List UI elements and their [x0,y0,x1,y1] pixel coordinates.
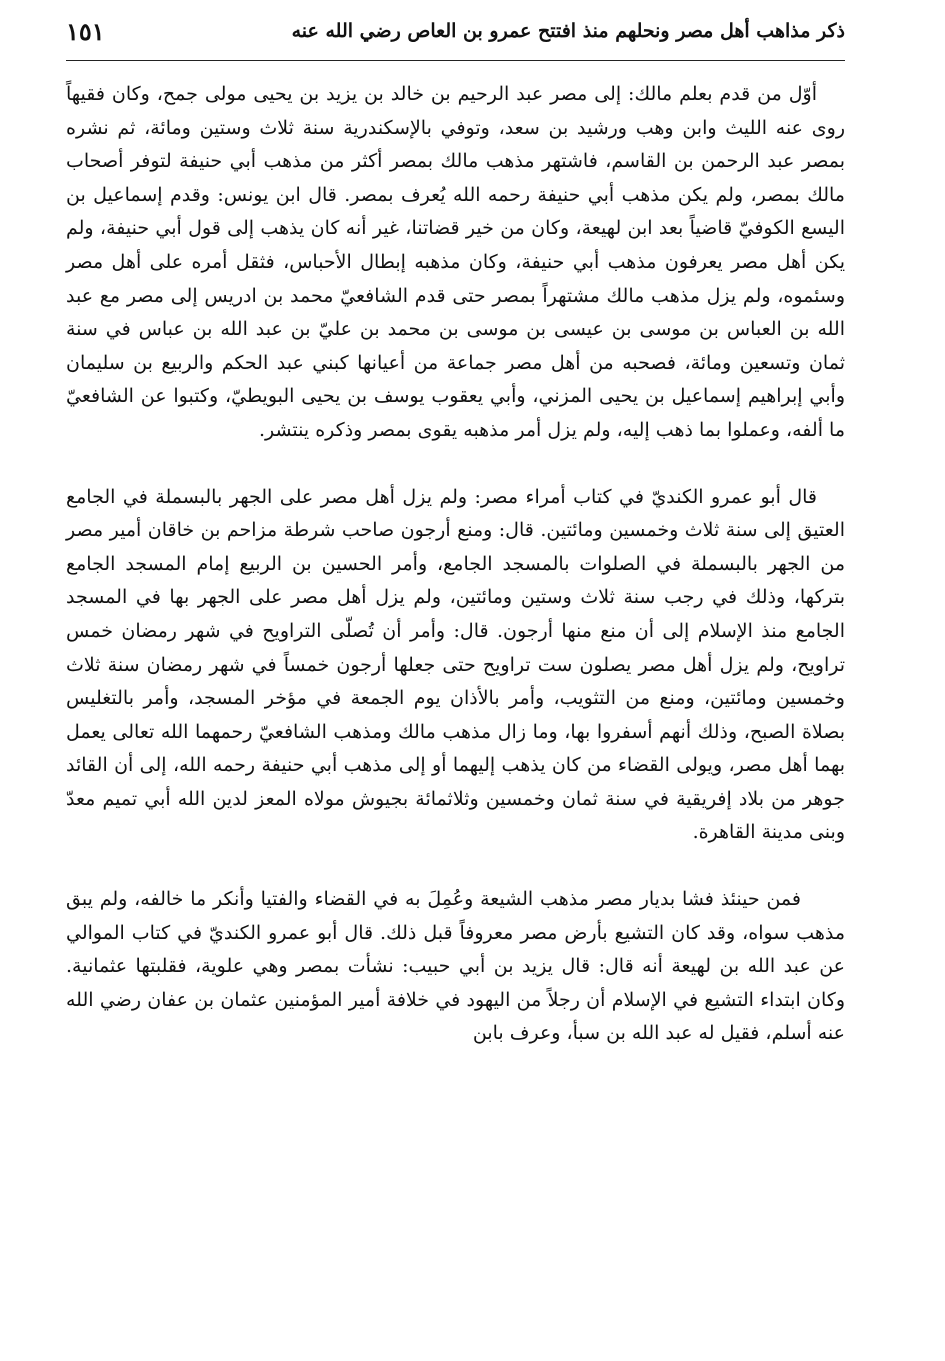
paragraph-2: قال أبو عمرو الكنديّ في كتاب أمراء مصر: ولم يزل أهل مصر على الجهر بالبسملة في الجامع العتيق إلى سنة ثلاث وخمسين ومائتين. قال: ومنع أرجون صاحب شرطة مزاحم بن خاقان أمير مصر من الجهر بالبسملة في الصلوات بالمسجد الجامع، وأمر الحسين بن الربيع إمام المسجد الجامع بتركها، وذلك في رجب سنة ثلاث وستين ومائتين، ولم يزل أهل مصر على الجهر بها في المسجد الجامع منذ الإسلام إلى أن منع منها أرجون. قال: وأمر أن تُصلّى التراويح في شهر رمضان خمس تراويح، ولم يزل أهل مصر يصلون ست تراويح حتى جعلها أرجون خمساً في شهر رمضان سنة ثلاث وخمسين ومائتين، ومنع من التثويب، وأمر بالأذان يوم الجمعة في مؤخر المسجد، وأمر بالتغليس بصلاة الصبح، وذلك أنهم أسفروا بها، وما زال مذهب مالك ومذهب الشافعيّ رحمهما الله تعالى يعمل بهما أهل مصر، ويولى القضاء من كان يذهب إليهما أو إلى مذهب أبي حنيفة رحمه الله، إلى أن القائد جوهر من بلاد إفريقية في سنة ثمان وخمسين وثلاثمائة بجيوش مولاه المعز لدين الله أبي تميم معدّ وبنى مدينة القاهرة. [66,485,845,844]
body-text [66,78,845,1084]
paragraph-3: فمن حينئذ فشا بديار مصر مذهب الشيعة وعُمِلَ به في القضاء والفتيا وأنكر ما خالفه، ولم يبق مذهب سواه، وقد كان التشيع بأرض مصر معروفاً قبل ذلك. قال أبو عمرو الكنديّ في كتاب الموالي عن عبد الله بن لهيعة أنه قال: قال يزيد بن أبي حبيب: نشأت بمصر وهي علوية، فقلبتها عثمانية. وكان ابتداء التشيع في الإسلام أن رجلاً من اليهود في خلافة أمير المؤمنين عثمان بن عفان رضي الله عنه أسلم، فقيل له عبد الله بن سبأ، وعرف بابن [66,888,845,1045]
paragraph-1: أوّل من قدم بعلم مالك: إلى مصر عبد الرحيم بن خالد بن يزيد بن يحيى مولى جمح، وكان فقيهاً روى عنه الليث وابن وهب ورشيد بن سعد، وتوفي بالإسكندرية سنة ثلاث وستين ومائة، ثم نشره بمصر عبد الرحمن بن القاسم، فاشتهر مذهب مالك بمصر أكثر من مذهب أبي حنيفة لتوفر أصحاب مالك بمصر، ولم يكن مذهب أبي حنيفة رحمه الله يُعرف بمصر. قال ابن يونس: وقدم إسماعيل بن اليسع الكوفيّ قاضياً بعد ابن لهيعة، وكان من خير قضاتنا، غير أنه كان يذهب إلى قول أبي حنيفة، ولم يكن أهل مصر يعرفون مذهب أبي حنيفة، وكان مذهبه إبطال الأحباس، فثقل أمره على أهل مصر وسئموه، ولم يزل مذهب مالك مشتهراً بمصر حتى قدم الشافعيّ محمد بن ادريس إلى مصر مع عبد الله بن العباس بن موسى بن عيسى بن موسى بن محمد بن عليّ بن عبد الله بن عباس في سنة ثمان وتسعين ومائة، فصحبه من أهل مصر جماعة من أعيانها كبني عبد الحكم والربيع بن سليمان وأبي إبراهيم إسماعيل بن يحيى المزني، وأبي يعقوب يوسف بن يحيى البويطيّ، وكتبوا عن الشافعيّ ما ألفه، وعملوا بما ذهب إليه، ولم يزل أمر مذهبه يقوى بمصر وذكره ينتشر. [66,83,845,441]
header-divider [66,60,845,61]
page-number: ١٥١ [66,16,105,46]
running-title: ذكر مذاهب أهل مصر ونحلهم منذ افتتح عمرو بن العاص رضي الله عنه [291,20,845,42]
page-header [66,10,845,52]
